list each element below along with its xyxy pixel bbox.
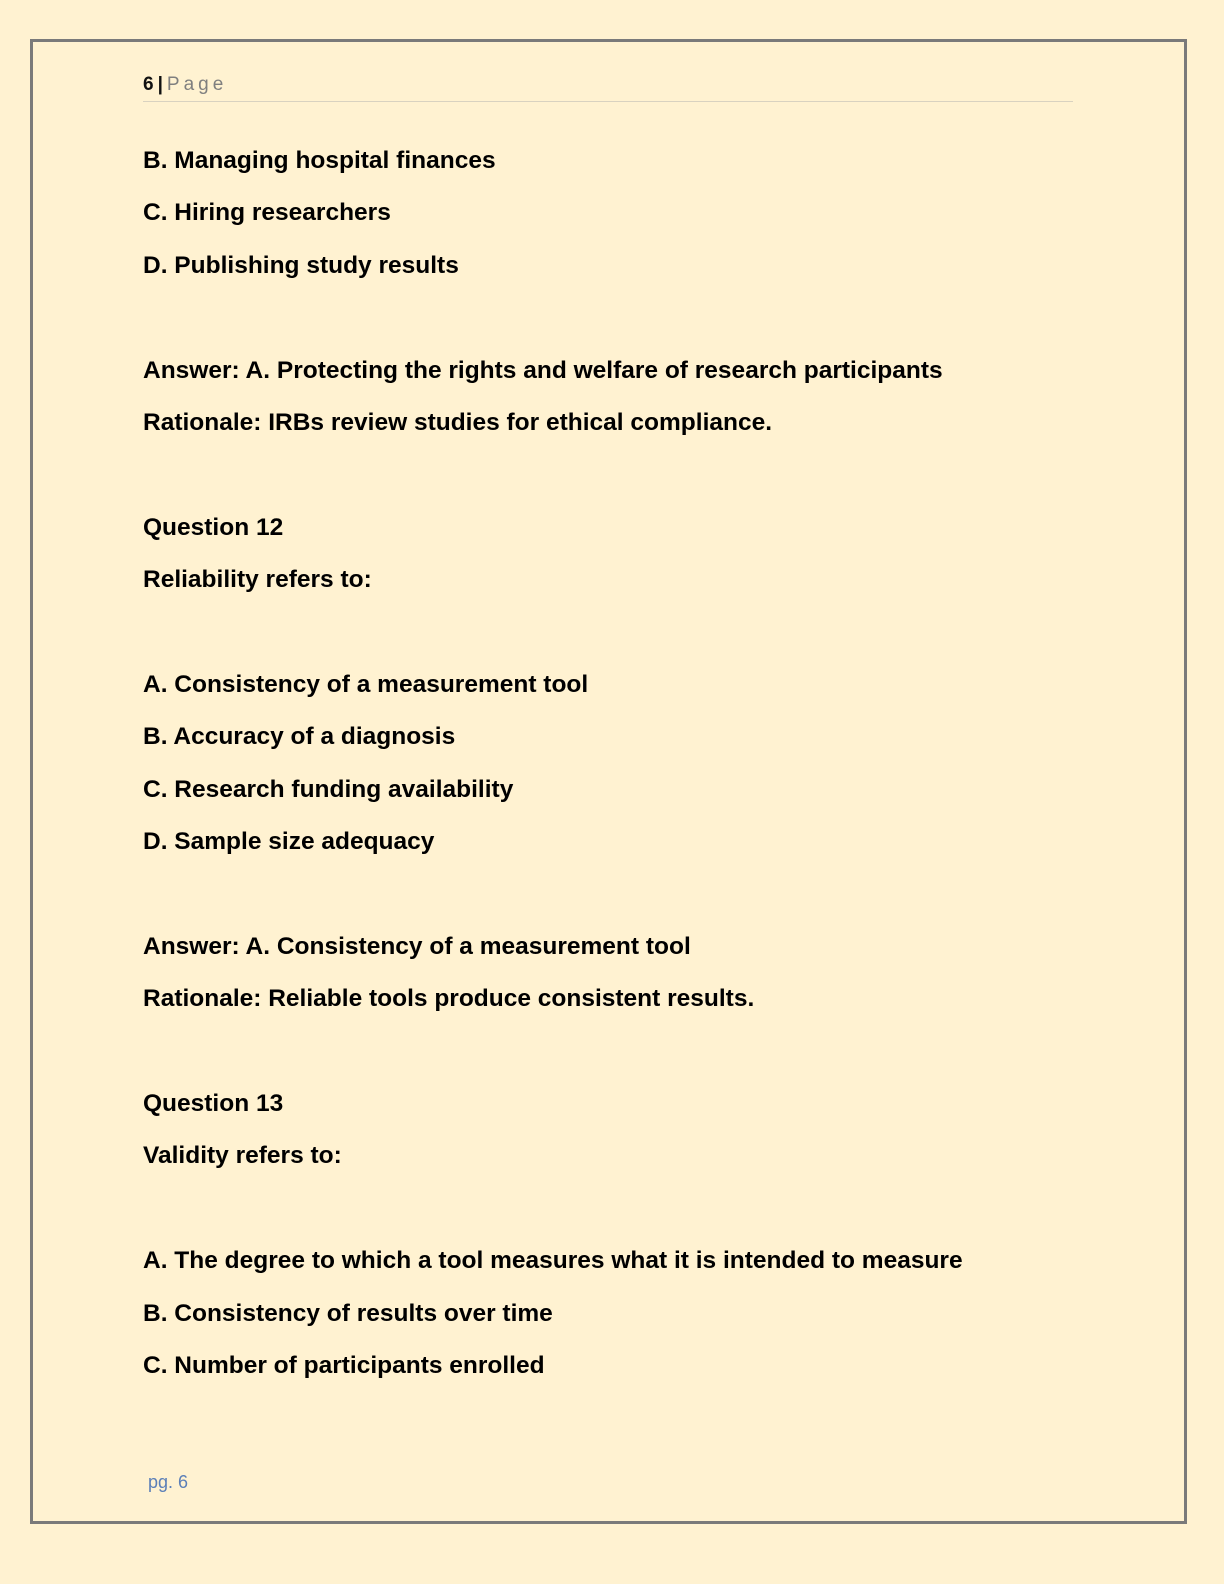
spacer [143,1183,1103,1235]
question-13-prompt: Validity refers to: [143,1142,342,1170]
option-d-q11: D. Publishing study results [143,251,459,279]
header-page-number: 6 [143,74,154,95]
question-13-heading: Question 13 [143,1090,284,1118]
rationale-q12: Rationale: Reliable tools produce consistent results. [143,985,755,1013]
rationale-q11: Rationale: IRBs review studies for ethical compliance. [143,408,773,436]
spacer [143,449,1103,501]
header-page-word: Page [166,74,228,95]
question-12-prompt: Reliability refers to: [143,566,372,594]
option-c-q13: C. Number of participants enrolled [143,1351,545,1379]
page-content [143,135,1103,1392]
answer-q11: Answer: A. Protecting the rights and welfare of research participants [143,356,943,384]
answer-q12: Answer: A. Consistency of a measurement tool [143,932,691,960]
option-b-q13: B. Consistency of results over time [143,1299,553,1327]
spacer [143,607,1103,659]
spacer [143,868,1103,920]
option-c-q11: C. Hiring researchers [143,199,391,227]
spacer [143,1026,1103,1078]
option-d-q12: D. Sample size adequacy [143,828,435,856]
question-12-heading: Question 12 [143,513,284,541]
option-c-q12: C. Research funding availability [143,775,514,803]
option-b-q11: B. Managing hospital finances [143,147,496,174]
option-a-q13: A. The degree to which a tool measures what it is intended to measure [143,1247,963,1275]
page-header [143,71,1073,102]
option-a-q12: A. Consistency of a measurement tool [143,670,589,698]
option-b-q12: B. Accuracy of a diagnosis [143,723,456,751]
page-footer: pg. 6 [148,1472,189,1492]
spacer [143,292,1103,344]
header-separator: | [157,74,163,95]
